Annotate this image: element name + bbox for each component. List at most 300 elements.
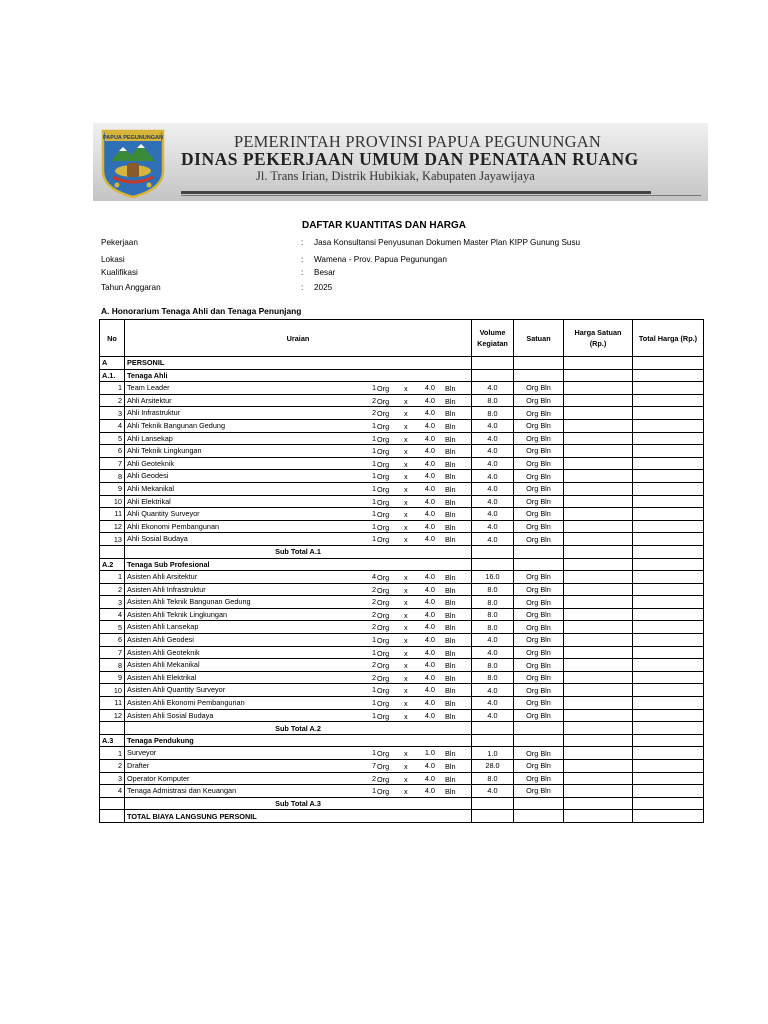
row-total-harga: [633, 760, 704, 773]
personnel-count: 1: [371, 534, 376, 544]
multiply-sign: x: [404, 686, 408, 696]
multiply-sign: x: [404, 522, 408, 532]
row-uraian: [125, 772, 472, 785]
empty-cell: [564, 722, 633, 735]
row-uraian: [125, 747, 472, 760]
section-title: A. Honorarium Tenaga Ahli dan Tenaga Penunjang: [101, 306, 302, 316]
table-row: [100, 709, 704, 722]
row-uraian: [125, 407, 472, 420]
info-value: Besar: [314, 268, 336, 277]
header-total-harga: Total Harga (Rp.): [633, 320, 704, 357]
duration-unit: Bln: [445, 787, 456, 797]
multiply-sign: x: [404, 510, 408, 520]
count-unit: Org: [377, 610, 390, 620]
row-satuan: Org Bln: [514, 419, 564, 432]
header-no: No: [100, 320, 125, 357]
duration-value: 4.0: [424, 483, 435, 493]
duration-value: 4.0: [424, 458, 435, 468]
row-uraian: [125, 760, 472, 773]
duration-value: 4.0: [424, 446, 435, 456]
row-satuan: Org Bln: [514, 646, 564, 659]
multiply-sign: x: [404, 711, 408, 721]
duration-unit: Bln: [445, 535, 456, 545]
row-total-harga: [633, 608, 704, 621]
row-volume: 8.0: [472, 621, 514, 634]
duration-value: 4.0: [424, 496, 435, 506]
duration-value: 4.0: [424, 584, 435, 594]
group-row: [100, 558, 704, 571]
count-unit: Org: [377, 661, 390, 671]
row-volume: 4.0: [472, 646, 514, 659]
info-label: Pekerjaan: [101, 238, 138, 247]
table-row: [100, 671, 704, 684]
row-total-harga: [633, 457, 704, 470]
row-uraian: [125, 709, 472, 722]
table-row: [100, 608, 704, 621]
duration-unit: Bln: [445, 421, 456, 431]
row-satuan: Org Bln: [514, 457, 564, 470]
row-no: 5: [100, 432, 125, 445]
row-no: 13: [100, 533, 125, 546]
multiply-sign: x: [404, 434, 408, 444]
row-total-harga: [633, 785, 704, 798]
total-label: TOTAL BIAYA LANGSUNG PERSONIL: [125, 810, 472, 823]
header-harga-satuan: Harga Satuan (Rp.): [564, 320, 633, 357]
row-uraian: [125, 432, 472, 445]
subtotal-label: Sub Total A.2: [125, 722, 472, 735]
multiply-sign: x: [404, 636, 408, 646]
duration-value: 4.0: [424, 773, 435, 783]
row-volume: 8.0: [472, 772, 514, 785]
table-row: [100, 760, 704, 773]
row-no: A.1.: [100, 369, 125, 382]
header-satuan: Satuan: [514, 320, 564, 357]
duration-unit: Bln: [445, 774, 456, 784]
row-volume: 4.0: [472, 508, 514, 521]
row-uraian: [125, 470, 472, 483]
row-total-harga: [633, 533, 704, 546]
info-value: Jasa Konsultansi Penyusunan Dokumen Master Plan KIPP Gunung Susu: [314, 238, 581, 247]
row-harga-satuan: [564, 571, 633, 584]
row-uraian: [125, 697, 472, 710]
count-unit: Org: [377, 686, 390, 696]
row-uraian: [125, 785, 472, 798]
table-row: [100, 382, 704, 395]
row-uraian: [125, 457, 472, 470]
duration-unit: Bln: [445, 648, 456, 658]
row-total-harga: [633, 495, 704, 508]
row-volume: 4.0: [472, 470, 514, 483]
personnel-count: 1: [371, 647, 376, 657]
info-value: Wamena - Prov. Papua Pegunungan: [314, 255, 447, 264]
row-uraian: [125, 533, 472, 546]
subtotal-label: Sub Total A.1: [125, 545, 472, 558]
letterhead: [93, 123, 708, 201]
row-total-harga: [633, 482, 704, 495]
count-unit: Org: [377, 598, 390, 608]
duration-unit: Bln: [445, 636, 456, 646]
row-volume: 8.0: [472, 407, 514, 420]
table-row: [100, 457, 704, 470]
row-harga-satuan: [564, 621, 633, 634]
row-total-harga: [633, 646, 704, 659]
personnel-count: 1: [371, 483, 376, 493]
row-harga-satuan: [564, 482, 633, 495]
table-row: [100, 747, 704, 760]
multiply-sign: x: [404, 661, 408, 671]
row-total-harga: [633, 671, 704, 684]
row-uraian: [125, 659, 472, 672]
header-uraian: Uraian: [125, 320, 472, 357]
row-harga-satuan: [564, 495, 633, 508]
personnel-count: 2: [371, 584, 376, 594]
row-volume: 4.0: [472, 785, 514, 798]
row-harga-satuan: [564, 596, 633, 609]
row-no: 4: [100, 419, 125, 432]
empty-cell: [564, 357, 633, 370]
row-volume: 4.0: [472, 419, 514, 432]
count-unit: Org: [377, 396, 390, 406]
personnel-name: Tenaga Admistrasi dan Keuangan: [127, 786, 237, 796]
empty-cell: [472, 734, 514, 747]
row-satuan: Org Bln: [514, 445, 564, 458]
duration-value: 4.0: [424, 408, 435, 418]
row-uraian: [125, 419, 472, 432]
multiply-sign: x: [404, 774, 408, 784]
boq-table: [99, 319, 704, 823]
duration-unit: Bln: [445, 686, 456, 696]
row-uraian: [125, 634, 472, 647]
count-unit: Org: [377, 774, 390, 784]
count-unit: Org: [377, 522, 390, 532]
row-uraian: [125, 495, 472, 508]
row-harga-satuan: [564, 470, 633, 483]
row-satuan: Org Bln: [514, 520, 564, 533]
row-total-harga: [633, 382, 704, 395]
personnel-name: Ahli Lansekap: [127, 433, 173, 443]
row-volume: 16.0: [472, 571, 514, 584]
info-label: Kualifikasi: [101, 268, 138, 277]
group-row: [100, 734, 704, 747]
duration-unit: Bln: [445, 749, 456, 759]
row-harga-satuan: [564, 709, 633, 722]
row-satuan: Org Bln: [514, 697, 564, 710]
info-colon: :: [301, 283, 304, 292]
count-unit: Org: [377, 421, 390, 431]
row-satuan: Org Bln: [514, 608, 564, 621]
row-satuan: Org Bln: [514, 684, 564, 697]
row-harga-satuan: [564, 646, 633, 659]
personnel-count: 1: [371, 521, 376, 531]
duration-unit: Bln: [445, 510, 456, 520]
duration-value: 4.0: [424, 383, 435, 393]
letterhead-government: PEMERINTAH PROVINSI PAPUA PEGUNUNGAN: [234, 132, 601, 151]
multiply-sign: x: [404, 472, 408, 482]
row-total-harga: [633, 659, 704, 672]
table-row: [100, 621, 704, 634]
duration-value: 4.0: [424, 622, 435, 632]
duration-unit: Bln: [445, 673, 456, 683]
row-satuan: Org Bln: [514, 495, 564, 508]
empty-cell: [514, 545, 564, 558]
duration-value: 4.0: [424, 609, 435, 619]
row-volume: 8.0: [472, 671, 514, 684]
duration-value: 4.0: [424, 761, 435, 770]
row-satuan: Org Bln: [514, 583, 564, 596]
row-uraian: [125, 621, 472, 634]
multiply-sign: x: [404, 699, 408, 709]
empty-cell: [564, 734, 633, 747]
duration-unit: Bln: [445, 409, 456, 419]
row-no: 7: [100, 646, 125, 659]
personnel-name: Ahli Quantity Surveyor: [127, 509, 200, 519]
row-harga-satuan: [564, 747, 633, 760]
empty-cell: [633, 357, 704, 370]
personnel-name: Asisten Ahli Ekonomi Pembangunan: [127, 698, 245, 708]
empty-cell: [514, 810, 564, 823]
duration-value: 4.0: [424, 685, 435, 695]
personnel-count: 2: [371, 609, 376, 619]
row-harga-satuan: [564, 508, 633, 521]
count-unit: Org: [377, 497, 390, 507]
row-no: 9: [100, 671, 125, 684]
multiply-sign: x: [404, 610, 408, 620]
empty-cell: [564, 797, 633, 810]
count-unit: Org: [377, 762, 390, 771]
row-no: 4: [100, 785, 125, 798]
row-harga-satuan: [564, 583, 633, 596]
empty-cell: [633, 734, 704, 747]
row-satuan: Org Bln: [514, 407, 564, 420]
duration-value: 4.0: [424, 572, 435, 582]
personnel-name: Ahli Teknik Lingkungan: [127, 446, 202, 456]
duration-unit: Bln: [445, 522, 456, 532]
row-no: A: [100, 357, 125, 370]
personnel-name: Drafter: [127, 761, 150, 770]
duration-unit: Bln: [445, 497, 456, 507]
row-total-harga: [633, 520, 704, 533]
personnel-count: 2: [371, 408, 376, 418]
table-row: [100, 407, 704, 420]
row-satuan: Org Bln: [514, 621, 564, 634]
papua-pegunungan-emblem: [97, 127, 169, 199]
multiply-sign: x: [404, 535, 408, 545]
row-volume: 4.0: [472, 445, 514, 458]
row-volume: 28.0: [472, 760, 514, 773]
row-uraian: [125, 646, 472, 659]
empty-cell: [100, 722, 125, 735]
duration-unit: Bln: [445, 585, 456, 595]
empty-cell: [633, 558, 704, 571]
row-no: 10: [100, 495, 125, 508]
header-volume: Volume Kegiatan: [472, 320, 514, 357]
row-total-harga: [633, 747, 704, 760]
personnel-name: Operator Komputer: [127, 773, 190, 783]
empty-cell: [472, 797, 514, 810]
row-satuan: Org Bln: [514, 747, 564, 760]
empty-cell: [514, 722, 564, 735]
row-volume: 4.0: [472, 482, 514, 495]
row-no: 8: [100, 470, 125, 483]
table-header-row: [100, 320, 704, 357]
group-row: [100, 369, 704, 382]
personnel-count: 1: [371, 433, 376, 443]
letterhead-rule: [181, 191, 651, 194]
row-volume: 8.0: [472, 659, 514, 672]
personnel-count: 1: [371, 471, 376, 481]
empty-cell: [514, 734, 564, 747]
empty-cell: [472, 722, 514, 735]
personnel-count: 1: [371, 446, 376, 456]
count-unit: Org: [377, 434, 390, 444]
row-total-harga: [633, 571, 704, 584]
empty-cell: [472, 545, 514, 558]
row-total-harga: [633, 432, 704, 445]
personnel-name: Asisten Ahli Sosial Budaya: [127, 710, 214, 720]
emblem-caption: PAPUA PEGUNUNGAN: [103, 135, 163, 141]
row-harga-satuan: [564, 608, 633, 621]
letterhead-rule-thin: [181, 195, 701, 196]
row-uraian: [125, 684, 472, 697]
row-uraian: PERSONIL: [125, 357, 472, 370]
row-total-harga: [633, 419, 704, 432]
row-no: 7: [100, 457, 125, 470]
row-no: 3: [100, 407, 125, 420]
personnel-name: Ahli Arsitektur: [127, 395, 172, 405]
table-row: [100, 533, 704, 546]
row-uraian: [125, 571, 472, 584]
personnel-name: Asisten Ahli Infrastruktur: [127, 584, 206, 594]
row-volume: 4.0: [472, 432, 514, 445]
count-unit: Org: [377, 484, 390, 494]
personnel-name: Asisten Ahli Geoteknik: [127, 647, 200, 657]
row-total-harga: [633, 583, 704, 596]
multiply-sign: x: [404, 598, 408, 608]
multiply-sign: x: [404, 787, 408, 797]
row-volume: 8.0: [472, 596, 514, 609]
multiply-sign: x: [404, 749, 408, 759]
letterhead-agency: DINAS PEKERJAAN UMUM DAN PENATAAN RUANG: [181, 149, 639, 169]
duration-unit: Bln: [445, 573, 456, 583]
row-no: A.2: [100, 558, 125, 571]
personnel-count: 1: [371, 710, 376, 720]
empty-cell: [633, 722, 704, 735]
personnel-name: Asisten Ahli Teknik Lingkungan: [127, 609, 228, 619]
count-unit: Org: [377, 623, 390, 633]
row-satuan: Org Bln: [514, 394, 564, 407]
duration-unit: Bln: [445, 447, 456, 457]
personnel-count: 2: [371, 672, 376, 682]
multiply-sign: x: [404, 459, 408, 469]
personnel-count: 2: [371, 773, 376, 783]
duration-value: 4.0: [424, 660, 435, 670]
count-unit: Org: [377, 573, 390, 583]
row-harga-satuan: [564, 659, 633, 672]
row-volume: 8.0: [472, 394, 514, 407]
empty-cell: [564, 810, 633, 823]
row-harga-satuan: [564, 671, 633, 684]
row-uraian: [125, 445, 472, 458]
table-row: [100, 495, 704, 508]
empty-cell: [514, 558, 564, 571]
info-colon: :: [301, 255, 304, 264]
row-harga-satuan: [564, 760, 633, 773]
row-uraian: [125, 394, 472, 407]
count-unit: Org: [377, 535, 390, 545]
personnel-count: 2: [371, 622, 376, 632]
row-volume: 4.0: [472, 520, 514, 533]
table-row: [100, 697, 704, 710]
personnel-count: 7: [371, 761, 376, 770]
multiply-sign: x: [404, 762, 408, 771]
personnel-name: Team Leader: [127, 383, 170, 393]
row-no: 3: [100, 596, 125, 609]
duration-value: 4.0: [424, 395, 435, 405]
row-volume: 4.0: [472, 684, 514, 697]
total-row: [100, 810, 704, 823]
personnel-name: Asisten Ahli Geodesi: [127, 635, 194, 645]
row-total-harga: [633, 772, 704, 785]
empty-cell: [472, 357, 514, 370]
row-volume: 4.0: [472, 634, 514, 647]
duration-value: 4.0: [424, 635, 435, 645]
personnel-count: 1: [371, 458, 376, 468]
row-satuan: Org Bln: [514, 772, 564, 785]
empty-cell: [472, 810, 514, 823]
row-uraian: [125, 671, 472, 684]
multiply-sign: x: [404, 447, 408, 457]
row-no: 1: [100, 382, 125, 395]
row-volume: 4.0: [472, 709, 514, 722]
duration-value: 4.0: [424, 647, 435, 657]
row-no: 11: [100, 508, 125, 521]
personnel-name: Ahli Mekanikal: [127, 483, 175, 493]
empty-cell: [633, 810, 704, 823]
row-total-harga: [633, 621, 704, 634]
multiply-sign: x: [404, 384, 408, 394]
row-volume: 4.0: [472, 457, 514, 470]
table-row: [100, 508, 704, 521]
table-row: [100, 785, 704, 798]
empty-cell: [100, 797, 125, 810]
row-satuan: Org Bln: [514, 533, 564, 546]
personnel-count: 2: [371, 597, 376, 607]
row-harga-satuan: [564, 533, 633, 546]
count-unit: Org: [377, 636, 390, 646]
row-volume: 8.0: [472, 608, 514, 621]
table-row: [100, 394, 704, 407]
duration-unit: Bln: [445, 598, 456, 608]
multiply-sign: x: [404, 673, 408, 683]
empty-cell: [100, 545, 125, 558]
personnel-count: 1: [371, 420, 376, 430]
row-no: 5: [100, 621, 125, 634]
personnel-name: Ahli Geoteknik: [127, 458, 175, 468]
row-harga-satuan: [564, 407, 633, 420]
info-value: 2025: [314, 283, 333, 292]
table-row: [100, 419, 704, 432]
personnel-name: Asisten Ahli Lansekap: [127, 622, 199, 632]
info-label: Tahun Anggaran: [101, 283, 161, 292]
row-uraian: [125, 608, 472, 621]
row-total-harga: [633, 634, 704, 647]
empty-cell: [564, 558, 633, 571]
row-volume: 8.0: [472, 583, 514, 596]
table-row: [100, 583, 704, 596]
personnel-count: 1: [371, 509, 376, 519]
info-label: Lokasi: [101, 255, 125, 264]
subtotal-row: [100, 797, 704, 810]
